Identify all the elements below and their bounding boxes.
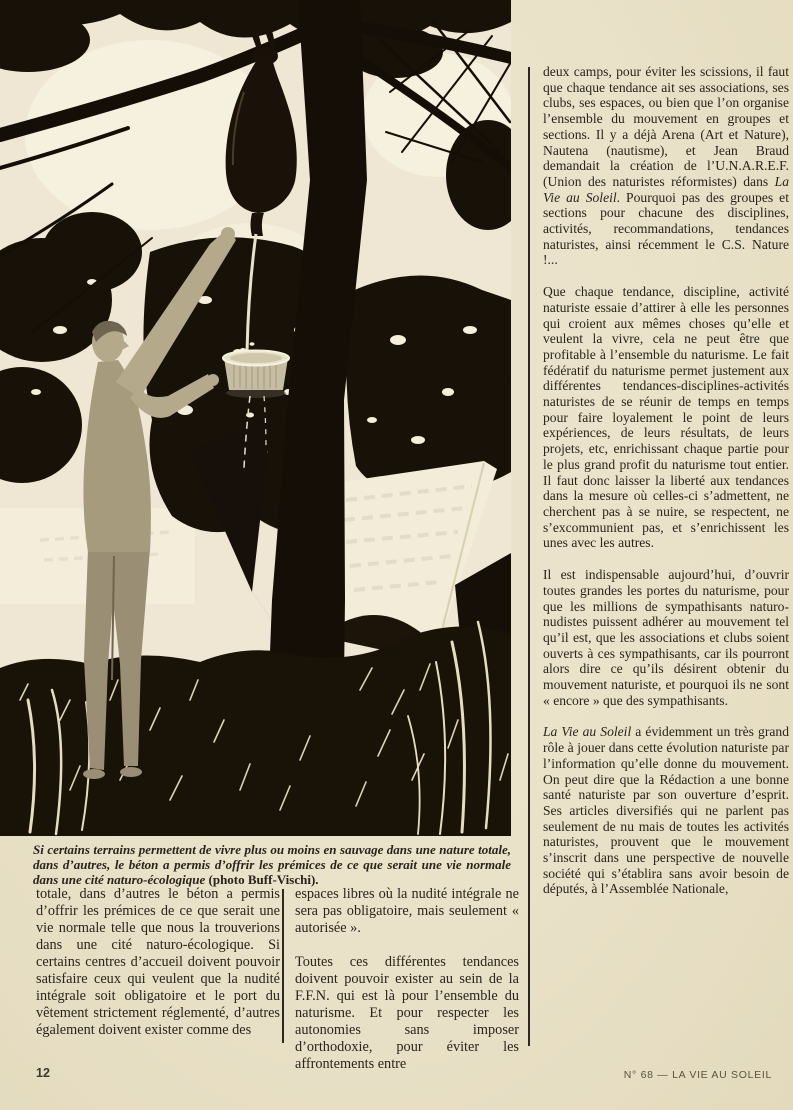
text-run: a évidemment un très grand rôle à jouer dans cette évolution naturiste par l’information qu’elle donne du mouvement. On peut dire que la Rédaction a une bonne santé naturiste par son ouverture d’esprit. Ses articles diversifiés qui ne parlent pas seulement de nu mais de toutes les activités naturistes, prouvent que le mouvement s’inscrit dans une perspective de nouvelle société qui s’établira sans avoir besoin de députés, à l’Assemblée Nationale, — [543, 724, 789, 897]
text-run: totale, dans d’autres le béton a permis d’offrir les prémices de ce que serait une vie normale telle que nous la trouverions dans une cité naturo-écologique. Si certains centres d’accueil doivent pouvoir satisfaire ceux qui veulent que la nudité intégrale soit obligatoire et le port du vêtement strictement réglementé, d’autres également doivent exister comme des — [36, 886, 280, 1038]
paragraph — [295, 886, 519, 937]
paragraph — [295, 954, 519, 1073]
article-column-middle — [295, 886, 519, 1090]
column-divider-right — [528, 67, 530, 1046]
paragraph — [543, 64, 789, 268]
photo — [0, 0, 511, 836]
paragraph — [543, 284, 789, 551]
text-run: Il est indispensable aujourd’hui, d’ouvrir toutes grandes les portes du naturisme, pour que les millions de sympathisants naturo-nudistes puissent adhérer au mouvement tel qu’il est, que les associations et clubs soient ouverts à ces sympathisants, car ils pourront alors dire ce qu’ils désirent obtenir du mouvement naturiste, et pourquoi ils ne sont « encore » que des sympathisants. — [543, 567, 789, 708]
text-run: deux camps, pour éviter les scissions, il faut que chaque tendance ait ses associations, ses clubs, ses espaces, ou bien que l’on organise l’ensemble du mouvement en groupes et sections. Il y a déjà Arena (Art et Nature), Nautena (nautisme), et Jean Braud demandait la création de l’U.N.A.R.E.F. (Union des naturistes réformistes) dans — [543, 64, 789, 189]
paragraph — [543, 567, 789, 708]
text-run: Que chaque tendance, discipline, activité naturiste essaie d’attirer à elle les personnes qui croient aux mêmes choses qu’elle et veulent la vivre, cela ne peut être que profitable à l’ensemble du naturisme. Le fait fédératif du naturisme permet justement aux différentes tendances-disciplines-activités naturistes de se réunir de temps en temps pour faire loyalement le point de leurs expériences, de leurs résultats, de leurs projets, etc, enrichissant chaque partie pour le plus grand profit du naturisme tout entier. Il faut donc laisser la liberté aux tendances dans la mesure où celles-ci s’admettent, ne cherchent pas à se nuire, se respectent, ne s’excommunient pas, et s’enrichissent les unes avec les autres. — [543, 284, 789, 551]
text-run: . Pourquoi pas des groupes et sections pour chacune des disciplines, activités, recommandations, tendances naturistes, ainsi récemment le C.S. Nature !... — [543, 189, 789, 268]
article-column-left — [36, 886, 280, 1056]
paragraph — [36, 886, 280, 1039]
photo-caption — [33, 842, 511, 887]
article-column-right — [543, 64, 789, 913]
text-run: Toutes ces différentes tendances doivent pouvoir exister au sein de la F.F.N. qui est là pour l’ensemble du naturisme. Et pour respecter les autonomies sans imposer d’orthodoxie, pour éviter les affrontements entre — [295, 954, 519, 1072]
italic-text: La Vie au Soleil — [543, 173, 789, 205]
column-divider-bottom — [282, 889, 284, 1043]
text-run: espaces libres où la nudité intégrale ne sera pas obligatoire, mais seulement « autorisée ». — [295, 886, 519, 936]
italic-text: La Vie au Soleil — [543, 724, 632, 740]
italic-text: Si certains terrains permettent de vivre plus ou moins en sauvage dans une nature totale, dans d’autres, le béton a permis d’offrir les prémices de ce que serait une vie normale dans une cité naturo-écologique — [33, 842, 511, 887]
photo-illustration — [0, 0, 511, 836]
paragraph — [543, 724, 789, 897]
issue-label: N° 68 — LA VIE AU SOLEIL — [623, 1069, 772, 1081]
text-run: (photo Buff-Vischi). — [208, 872, 319, 887]
page-number: 12 — [36, 1066, 50, 1080]
